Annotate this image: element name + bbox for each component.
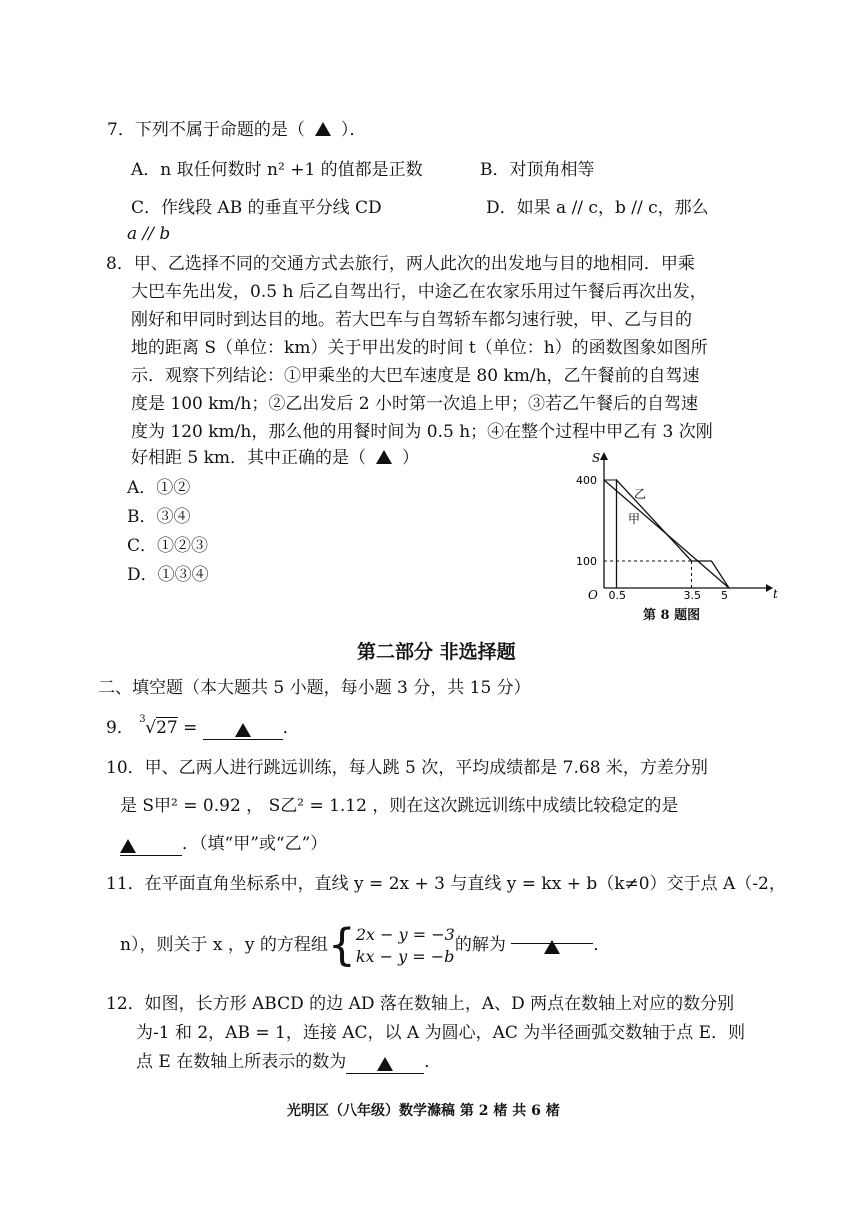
answer-triangle-icon <box>315 122 331 136</box>
y-axis-label: S <box>592 451 601 465</box>
x-tick-label: 5 <box>721 589 728 602</box>
answer-blank <box>511 923 593 944</box>
answer-triangle-icon <box>235 723 251 737</box>
q12-line2: 为-1 和 2，AB = 1，连接 AC，以 A 为圆心，AC 为半径画弧交数轴于点 E．则 <box>136 1023 746 1043</box>
answer-blank <box>203 719 283 740</box>
y-tick-label: 400 <box>576 474 597 487</box>
x-axis-label: t <box>773 587 778 601</box>
q10-line1: 10．甲、乙两人进行跳远训练，每人跳 5 次，平均成绩都是 7.68 米，方差分别 <box>106 758 708 778</box>
q11-line2: n），则关于 x ，y 的方程组{2x − y = −3 kx − y = −b的解为 ． <box>120 919 611 971</box>
answer-triangle-icon <box>544 940 560 954</box>
q8-chart <box>570 448 780 628</box>
q8-stem-line: 地的距离 S（单位：km）关于甲出发的时间 t（单位：h）的函数图象如图所 <box>131 338 708 358</box>
q8-stem-line: 大巴车先出发，0.5 h 后乙自驾出行，中途乙在农家乐用过午餐后再次出发， <box>131 282 707 302</box>
answer-triangle-icon <box>377 1057 393 1071</box>
q10-line3: ．（填“甲”或“乙”） <box>120 832 327 856</box>
q8-option-d: D．①③④ <box>127 565 209 585</box>
q8-stem-line: 8．甲、乙选择不同的交通方式去旅行，两人此次的出发地与目的地相同．甲乘 <box>106 254 695 274</box>
figure-caption: 第 8 题图 <box>643 608 701 623</box>
q7-stem: 7．下列不属于命题的是（ ）． <box>107 120 367 140</box>
x-tick-label: 3.5 <box>683 589 701 602</box>
part-heading: 第二部分 非选择题 <box>357 641 516 663</box>
q9: 9． 3 √27 = ． <box>106 714 300 738</box>
q10-line2: 是 S甲² = 0.92 ， S乙² = 1.12 ，则在这次跳远训练中成绩比较稳定的是 <box>120 796 679 816</box>
y-axis-arrow <box>600 452 608 460</box>
q8-stem-line: 示．观察下列结论：①甲乘坐的大巴车速度是 80 km/h，乙午餐前的自驾速 <box>131 366 700 386</box>
q8-option-c: C．①②③ <box>127 536 209 556</box>
q12-line1: 12．如图，长方形 ABCD 的边 AD 落在数轴上，A、D 两点在数轴上对应的数分别 <box>106 994 735 1014</box>
origin-label: O <box>588 588 598 602</box>
q11-line1: 11．在平面直角坐标系中，直线 y = 2x + 3 与直线 y = kx + b（k≠0）交于点 A（-2， <box>106 874 786 894</box>
section-title: 二、填空题（本大题共 5 小题，每小题 3 分，共 15 分） <box>98 678 531 698</box>
q12-line3: 点 E 在数轴上所表示的数为 ． <box>136 1052 442 1072</box>
answer-triangle-icon <box>376 450 392 464</box>
q8-option-a: A．①② <box>127 478 191 498</box>
q8-last-line: 好相距 5 km．其中正确的是（ ） <box>131 448 420 468</box>
q8-stem-line: 刚好和甲同时到达目的地。若大巴车与自驾轿车都匀速行驶，甲、乙与目的 <box>131 310 692 330</box>
answer-triangle-icon <box>120 839 136 853</box>
cube-root: 3 √27 <box>139 714 178 738</box>
q8-stem-line: 度为 120 km/h，那么他的用餐时间为 0.5 h；④在整个过程中甲乙有 3 次刚 <box>131 422 713 442</box>
page-footer: 光明区（八年级）数学滌稿 第 2 楮 共 6 楮 <box>287 1103 560 1119</box>
q7-option-c: C．作线段 AB 的垂直平分线 CD <box>131 198 382 218</box>
q7-option-d: D．如果 a // c，b // c，那么 <box>486 198 709 218</box>
q7-option-a: A．n 取任何数时 n² +1 的值都是正数 <box>131 160 423 180</box>
q8-option-b: B．③④ <box>127 507 191 527</box>
x-axis-arrow <box>766 584 773 592</box>
answer-blank <box>120 835 182 856</box>
answer-blank <box>346 1053 424 1074</box>
equation-system: 2x − y = −3 kx − y = −b <box>355 924 455 966</box>
series-label-yi: 乙 <box>634 487 647 501</box>
series-label-jia: 甲 <box>628 512 641 526</box>
q7-option-b: B．对顶角相等 <box>480 160 595 180</box>
q8-stem-line: 度是 100 km/h；②乙出发后 2 小时第一次追上甲；③若乙午餐后的自驾速 <box>131 394 698 414</box>
q7-option-d-cont: a // b <box>127 224 171 244</box>
x-tick-label: 0.5 <box>608 589 626 602</box>
y-tick-label: 100 <box>576 555 597 568</box>
